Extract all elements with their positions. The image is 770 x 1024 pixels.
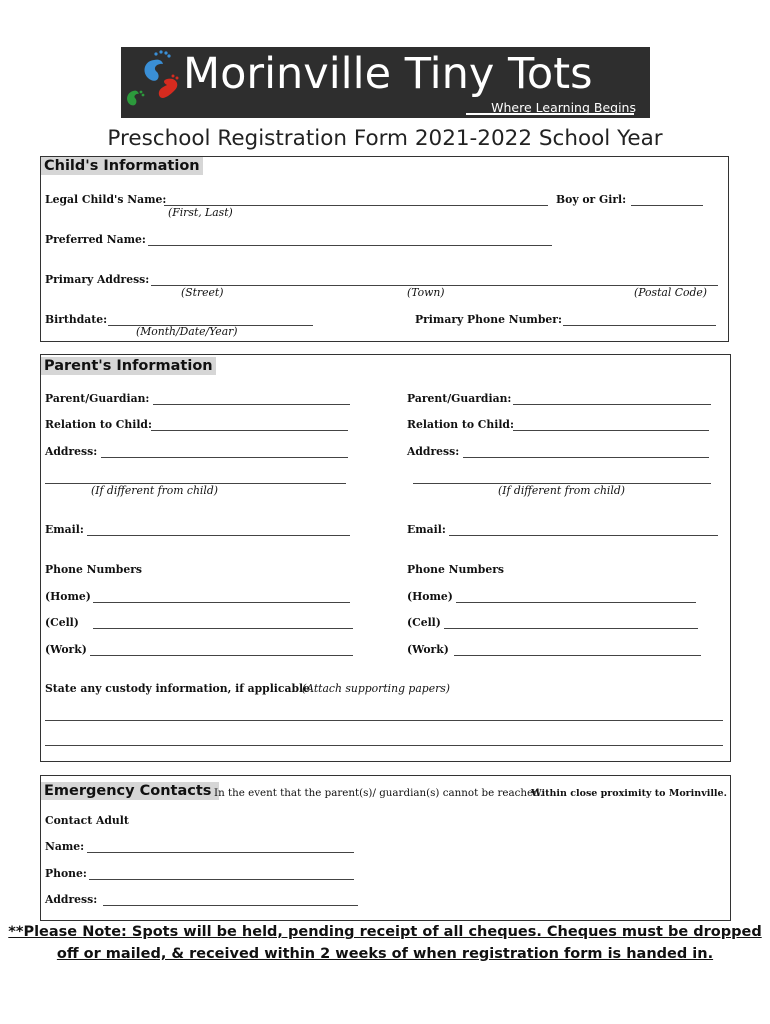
cell-2-label: (Cell)	[407, 616, 441, 629]
boy-girl-label: Boy or Girl:	[556, 193, 627, 206]
footprints-icon	[121, 47, 181, 118]
guardian-1-field[interactable]	[153, 404, 350, 405]
guardian-2-label: Parent/Guardian:	[407, 392, 512, 405]
emergency-intro: In the event that the parent(s)/ guardian(s) cannot be reached.	[214, 787, 543, 799]
work-2-field[interactable]	[454, 655, 701, 656]
legal-name-label: Legal Child's Name:	[45, 193, 167, 206]
relation-1-label: Relation to Child:	[45, 418, 152, 431]
relation-2-label: Relation to Child:	[407, 418, 514, 431]
parent-information-section	[40, 354, 731, 762]
address-2-label: Address:	[407, 445, 460, 458]
emergency-section-heading: Emergency Contacts	[41, 782, 219, 800]
custody-hint: (Attach supporting papers)	[302, 682, 450, 695]
cell-1-label: (Cell)	[45, 616, 79, 629]
home-2-label: (Home)	[407, 590, 453, 603]
emergency-contacts-section	[40, 775, 731, 921]
logo	[121, 47, 650, 118]
custody-line-2[interactable]	[45, 745, 723, 746]
note-line-1: **Please Note: Spots will be held, pending receipt of all cheques. Cheques must be dropped	[8, 924, 762, 940]
guardian-1-label: Parent/Guardian:	[45, 392, 150, 405]
mdy-hint: (Month/Date/Year)	[136, 325, 238, 338]
address-1-label: Address:	[45, 445, 98, 458]
emergency-address-field[interactable]	[103, 905, 358, 906]
town-hint: (Town)	[407, 286, 445, 299]
child-section-heading: Child's Information	[41, 157, 203, 175]
first-last-hint: (First, Last)	[168, 206, 233, 219]
home-1-label: (Home)	[45, 590, 91, 603]
emergency-name-field[interactable]	[87, 852, 354, 853]
primary-phone-field[interactable]	[563, 325, 716, 326]
contact-adult-label: Contact Adult	[45, 814, 129, 827]
address-1-field[interactable]	[101, 457, 348, 458]
cell-1-field[interactable]	[93, 628, 353, 629]
relation-2-field[interactable]	[513, 430, 709, 431]
emergency-phone-label: Phone:	[45, 867, 87, 880]
page-title: Preschool Registration Form 2021-2022 School Year	[107, 126, 663, 151]
parent-section-heading: Parent's Information	[41, 357, 216, 375]
street-hint: (Street)	[181, 286, 224, 299]
home-2-field[interactable]	[456, 602, 696, 603]
logo-text: Morinville Tiny Tots	[183, 49, 593, 99]
email-1-label: Email:	[45, 523, 84, 536]
work-2-label: (Work)	[407, 643, 449, 656]
preferred-name-field[interactable]	[148, 245, 552, 246]
phone-numbers-1-label: Phone Numbers	[45, 563, 142, 576]
primary-address-label: Primary Address:	[45, 273, 150, 286]
home-1-field[interactable]	[93, 602, 350, 603]
note-line-2: off or mailed, & received within 2 weeks of when registration form is handed in.	[56, 946, 714, 962]
email-2-field[interactable]	[449, 535, 718, 536]
if-different-hint-2: (If different from child)	[498, 484, 625, 497]
custody-label: State any custody information, if applicable	[45, 682, 311, 695]
phone-numbers-2-label: Phone Numbers	[407, 563, 504, 576]
guardian-2-field[interactable]	[513, 404, 711, 405]
postal-code-hint: (Postal Code)	[634, 286, 708, 299]
email-1-field[interactable]	[87, 535, 350, 536]
if-different-hint-1: (If different from child)	[91, 484, 218, 497]
work-1-label: (Work)	[45, 643, 87, 656]
emergency-phone-field[interactable]	[89, 879, 354, 880]
birthdate-label: Birthdate:	[45, 313, 108, 326]
cell-2-field[interactable]	[444, 628, 698, 629]
emergency-address-label: Address:	[45, 893, 98, 906]
boy-girl-field[interactable]	[631, 205, 703, 206]
preferred-name-label: Preferred Name:	[45, 233, 146, 246]
work-1-field[interactable]	[90, 655, 353, 656]
primary-phone-label: Primary Phone Number:	[415, 313, 562, 326]
logo-tagline: Where Learning Begins	[491, 100, 636, 115]
custody-line-1[interactable]	[45, 720, 723, 721]
relation-1-field[interactable]	[151, 430, 348, 431]
email-2-label: Email:	[407, 523, 446, 536]
emergency-proximity: Within close proximity to Morinville.	[531, 788, 727, 799]
address-2-field[interactable]	[463, 457, 709, 458]
emergency-name-label: Name:	[45, 840, 85, 853]
child-information-section	[40, 156, 729, 342]
